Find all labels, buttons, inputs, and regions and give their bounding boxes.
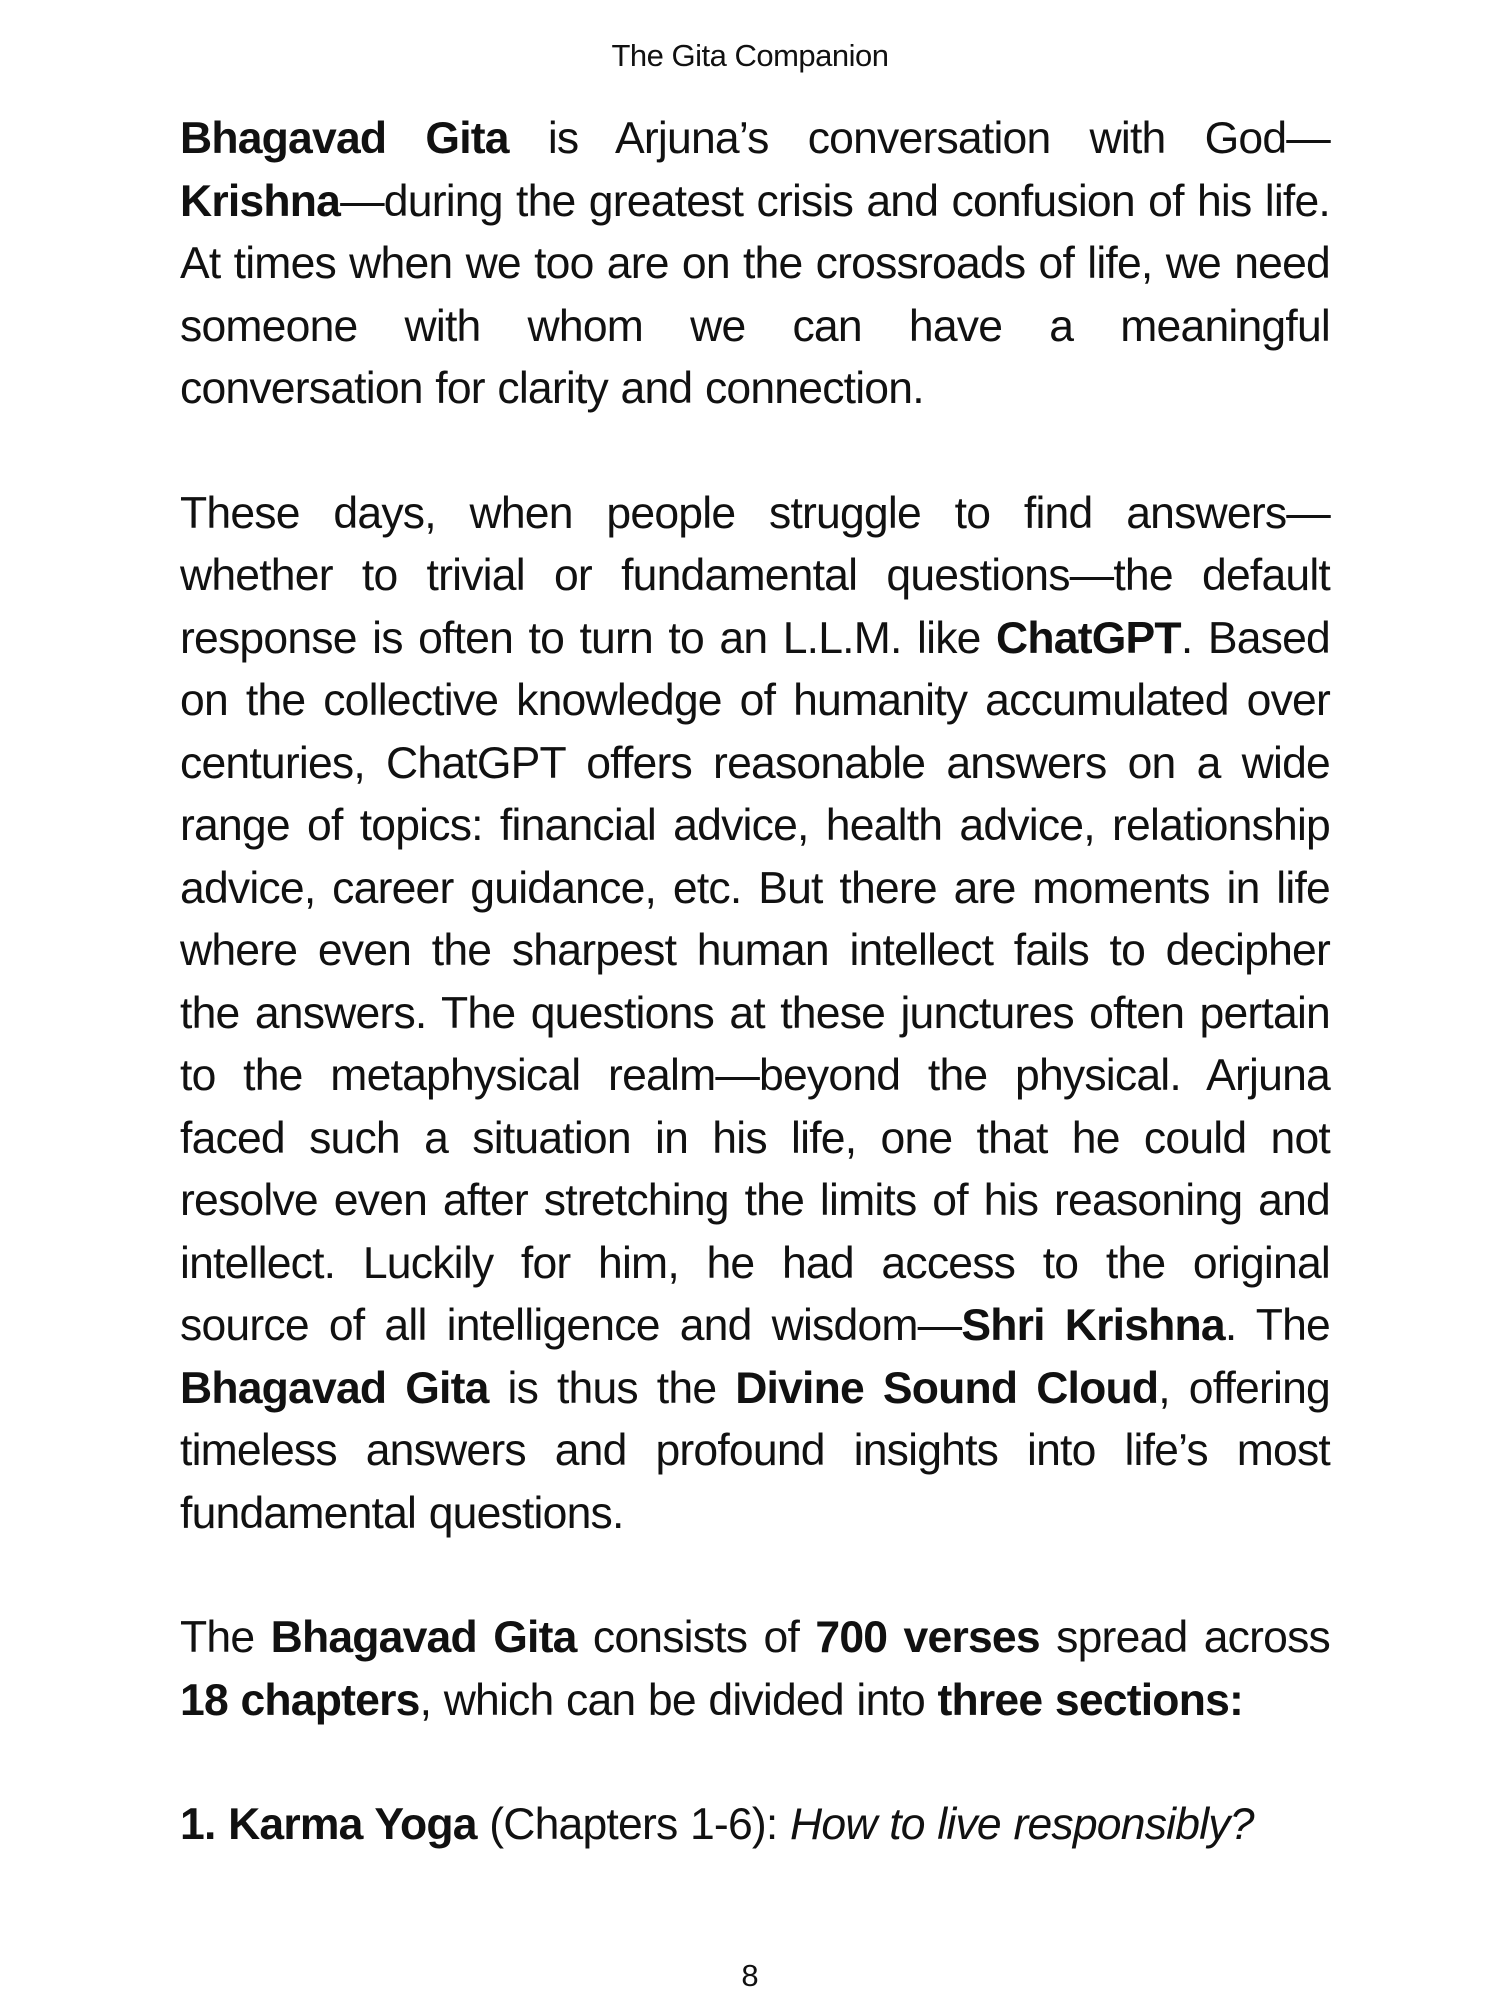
text-run: The [180,1613,271,1662]
term-divine-sound-cloud: Divine Sound Cloud [735,1363,1159,1413]
term-700-verses: 700 verses [815,1613,1040,1662]
running-header: The Gita Companion [611,38,889,73]
list-number: 1. [180,1800,216,1849]
term-bhagavad-gita: Bhagavad Gita [270,1613,577,1662]
text-run: , which can be divided into [419,1675,938,1725]
term-krishna: Krishna [180,176,341,226]
term-bhagavad-gita: Bhagavad Gita [180,114,509,163]
guiding-question: How to live responsibly? [790,1800,1254,1849]
text-run: , offering timeless answers and profound insights into life’s most fundamental questions. [180,1363,1330,1538]
term-three-sections: three sections: [937,1675,1244,1725]
chapter-range: (Chapters 1-6): [476,1800,791,1849]
term-karma-yoga: Karma Yoga [228,1800,477,1849]
term-chatgpt: ChatGPT [996,613,1181,663]
text-run: is thus the [488,1363,736,1413]
text-run: —during the greatest crisis and confusion of his life. At times when we too are on the crossroads of life, we need someone with whom we can have a meaningful conversation for clarity and connection. [180,176,1330,413]
paragraph-structure [180,1607,1330,1732]
page-body [180,108,1330,1857]
text-run: . Based on the collective knowledge of humanity accumulated over centuries, ChatGPT offers reasonable answers on a wide range of topics: financial advice, health advice, relationship advice, career guidance, etc. But there are moments in life where even the sharpest human intellect fails to decipher the answers. The questions at these junctures often pertain to the metaphysical realm—beyond the physical. Arjuna faced such a situation in his life, one that he could not resolve even after stretching the limits of his reasoning and intellect. Luckily for him, he had access to the original source of all intelligence and wisdom— [180,613,1331,1350]
text-run: . The [1224,1301,1330,1350]
text-run: These days, when people struggle to find answers—whether to trivial or fundamental questions—the default response is often to turn to an L.L.M. like [180,488,1330,663]
text-run: spread across [1039,1613,1331,1662]
page-number: 8 [741,1958,759,1993]
paragraph-intro [180,108,1330,421]
paragraph-chatgpt [180,483,1330,1546]
text-run: consists of [576,1613,816,1662]
term-18-chapters: 18 chapters [180,1675,420,1725]
term-shri-krishna: Shri Krishna [961,1301,1225,1350]
text-run: is Arjuna’s conversation with God— [508,114,1330,163]
list-item-karma-yoga [180,1794,1330,1857]
term-bhagavad-gita: Bhagavad Gita [180,1363,489,1413]
